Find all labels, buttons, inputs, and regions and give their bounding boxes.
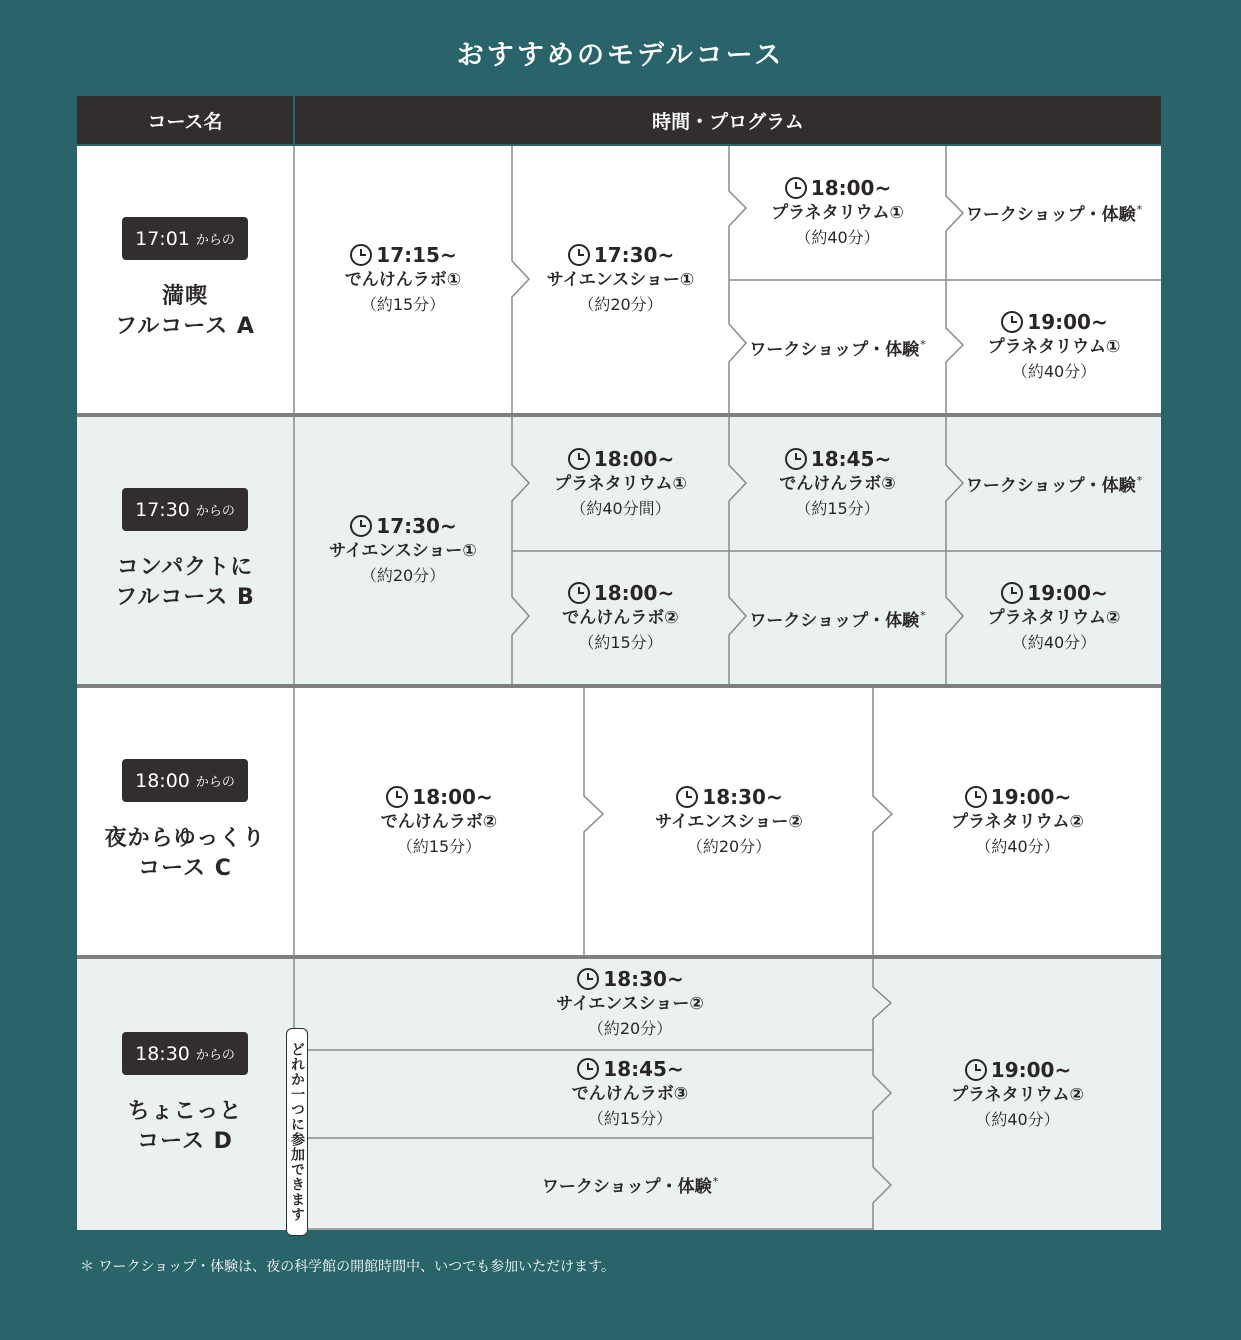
workshop-cell: ワークショップ・体験* [749,337,926,360]
course-row-c [77,688,1161,955]
choice-note: どれか一つに参加できます [286,1028,308,1236]
program-cell: 17:15~ でんけんラボ① （約15分） [344,242,462,314]
program-cell: 18:00~ でんけんラボ② （約15分） [380,784,498,856]
program-cell: 19:00~ プラネタリウム② （約40分） [951,1057,1084,1129]
program-cell: 18:00~ でんけんラボ② （約15分） [562,581,679,652]
workshop-cell: ワークショップ・体験* [965,203,1143,225]
start-time-badge: 18:00 からの [122,759,248,802]
program-cell: 18:30~ サイエンスショー② （約20分） [655,784,803,856]
program-cell: 19:00~ プラネタリウム② （約40分） [951,784,1084,856]
program-cell: 17:30~ サイエンスショー① （約20分） [329,513,477,585]
header-course-name: コース名 [77,96,293,144]
row-dividers [77,688,1161,955]
program-cell: 19:00~ プラネタリウム① （約40分） [987,310,1121,381]
footnote: ＊ ワークショップ・体験は、夜の科学館の開館時間中、いつでも参加いただけます。 [80,1259,616,1275]
course-name: 満喫 フルコース A [115,284,255,339]
program-cell: 18:45~ でんけんラボ③ （約15分） [571,1057,689,1128]
course-name: ちょこっと コース D [127,1099,243,1154]
start-time-badge: 17:30 からの [122,488,248,531]
program-cell: 18:30~ サイエンスショー② （約20分） [556,967,704,1038]
start-time-badge: 17:01 からの [122,217,248,260]
course-row-a [77,146,1161,413]
program-cell: 18:00~ プラネタリウム① （約40分間） [554,446,687,518]
row-dividers [77,959,1161,1230]
row-dividers [77,146,1161,413]
workshop-cell: ワークショップ・体験* [749,608,926,631]
course-row-d [77,959,1161,1230]
program-cell: 19:00~ プラネタリウム② （約40分） [987,581,1121,652]
page-title: おすすめのモデルコース [456,40,785,71]
course-name: コンパクトに フルコース B [115,555,255,610]
course-name: 夜からゆっくり コース C [104,826,266,881]
course-table [77,96,1161,1230]
course-row-b [77,417,1161,684]
workshop-cell: ワークショップ・体験* [541,1174,719,1197]
row-dividers [77,417,1161,684]
program-cell: 18:00~ プラネタリウム① （約40分） [771,175,904,247]
program-cell: 17:30~ サイエンスショー① （約20分） [546,242,695,314]
program-cell: 18:45~ でんけんラボ③ （約15分） [779,446,896,518]
workshop-cell: ワークショップ・体験* [965,474,1143,496]
header-time-program: 時間・プログラム [295,96,1161,144]
start-time-badge: 18:30 からの [122,1032,248,1075]
